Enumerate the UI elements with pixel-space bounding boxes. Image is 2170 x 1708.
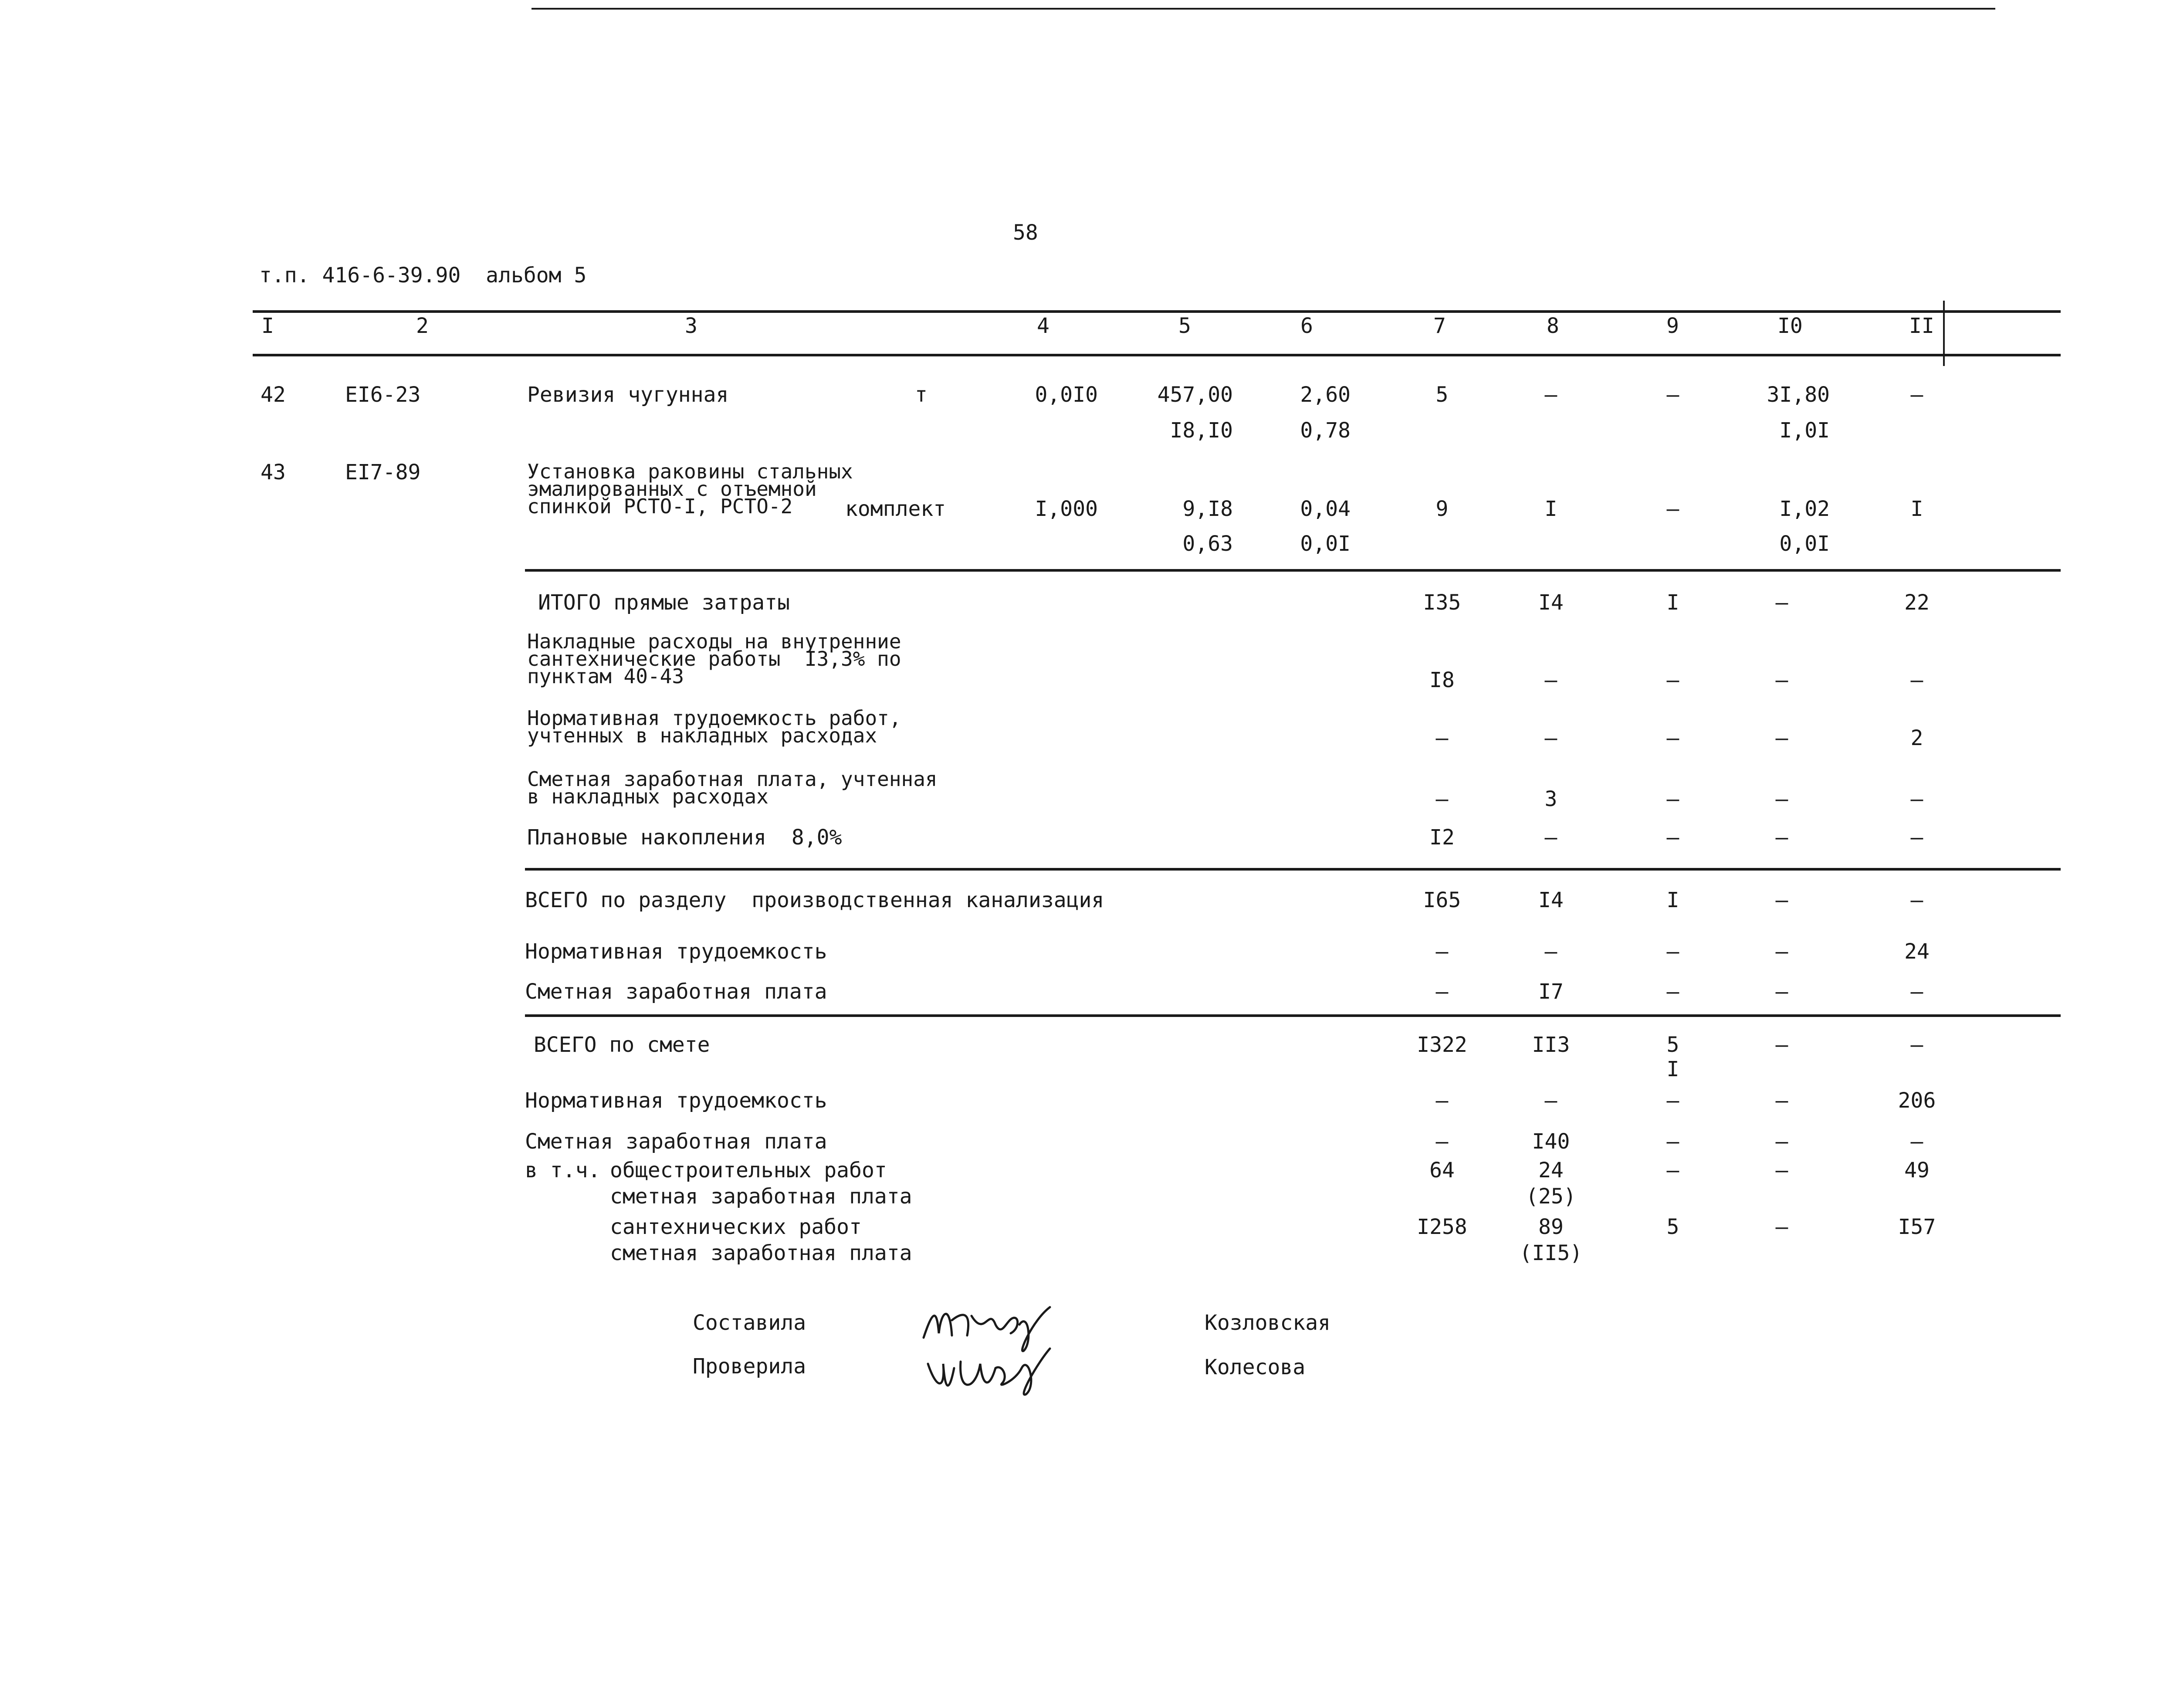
grand-wage-col9: – (1666, 1129, 1679, 1154)
summary-col7: I8 (1429, 668, 1455, 692)
grand-san-col8: 89 (1538, 1215, 1564, 1239)
compiled-by-label: Составила (693, 1311, 806, 1335)
checked-by-name: Колесова (1205, 1355, 1306, 1379)
section-total-label: ВСЕГО по разделу производственная канализация (525, 888, 1104, 912)
row-col6-sub: 0,0I (1300, 532, 1351, 556)
page-number: 58 (1013, 220, 1038, 245)
grand-total-col9: 5 (1666, 1033, 1679, 1057)
summary-col11: 2 (1910, 726, 1923, 750)
grand-norm-col11: 206 (1898, 1088, 1936, 1113)
grand-total-col8: II3 (1532, 1033, 1570, 1057)
col-header: 9 (1666, 314, 1679, 338)
summary-col9: I (1666, 590, 1679, 615)
grand-wage-col11: – (1910, 1129, 1923, 1154)
checked-by-label: Проверила (693, 1354, 806, 1379)
summary-col9: – (1666, 787, 1679, 811)
summary-col9: – (1666, 668, 1679, 692)
summary-col8: – (1544, 825, 1557, 850)
summary-label: Нормативная трудоемкость работ, (527, 706, 901, 730)
summary-label: Накладные расходы на внутренние (527, 630, 901, 653)
col-header: I0 (1777, 314, 1803, 338)
row-qty: I,000 (1035, 497, 1098, 521)
summary-col9: – (1666, 726, 1679, 750)
section-total-col10: – (1775, 939, 1788, 964)
grand-total-label: ВСЕГО по смете (534, 1033, 710, 1057)
row-col10-sub: I,0I (1779, 418, 1830, 443)
row-col8: – (1544, 383, 1557, 407)
header-right-divider (1943, 301, 1945, 366)
row-col5: 9,I8 (1182, 497, 1233, 521)
summary-col10: – (1775, 787, 1788, 811)
row-col8: I (1544, 497, 1557, 521)
row-name: эмалированных с отъемной (527, 477, 817, 501)
col-header: 8 (1547, 314, 1559, 338)
row-unit: т (915, 383, 928, 407)
row-col10: I,02 (1779, 497, 1830, 521)
grand-gen-col9: – (1666, 1158, 1679, 1183)
grand-total-col10: – (1775, 1033, 1788, 1057)
row-unit: комплект (845, 497, 946, 521)
row-number: 43 (261, 460, 286, 485)
section-total-col8: I7 (1538, 979, 1564, 1004)
summary-label: учтенных в накладных расходах (527, 724, 877, 747)
summary-label: сантехнические работы I3,3% по (527, 647, 901, 671)
grand-total-col9-sub: I (1666, 1057, 1679, 1081)
summary-col7: – (1435, 726, 1449, 750)
grand-norm-col8: – (1544, 1088, 1557, 1113)
row-col10-sub: 0,0I (1779, 532, 1830, 556)
grand-gen-col7: 64 (1429, 1158, 1455, 1183)
top-rule (531, 8, 1995, 10)
col-header: 4 (1037, 314, 1049, 338)
col-header: 7 (1433, 314, 1446, 338)
section-total-col7: – (1435, 979, 1449, 1004)
grand-san-label: сантехнических работ (610, 1215, 862, 1239)
row-number: 42 (261, 383, 286, 407)
summary-label: Плановые накопления 8,0% (527, 825, 842, 850)
row-col6: 2,60 (1300, 383, 1351, 407)
grand-san-col9: 5 (1666, 1215, 1679, 1239)
section-rule (525, 1014, 2061, 1017)
section-total-col11: – (1910, 888, 1923, 912)
grand-total-col7: I322 (1417, 1033, 1467, 1057)
row-qty: 0,0I0 (1035, 383, 1098, 407)
section-total-label: Сметная заработная плата (525, 979, 827, 1004)
summary-col10: – (1775, 825, 1788, 850)
grand-gen-col11: 49 (1904, 1158, 1930, 1183)
header-top-rule (253, 310, 2061, 313)
grand-gen-label: общестроительных работ (610, 1158, 887, 1183)
row-code: EI6-23 (345, 383, 421, 407)
section-rule (525, 569, 2061, 572)
grand-wage-col8: I40 (1532, 1129, 1570, 1154)
section-rule (525, 868, 2061, 871)
row-code: EI7-89 (345, 460, 421, 485)
summary-col10: – (1775, 668, 1788, 692)
row-col10: 3I,80 (1767, 383, 1830, 407)
summary-col10: – (1775, 726, 1788, 750)
grand-san-col7: I258 (1417, 1215, 1467, 1239)
summary-col11: – (1910, 825, 1923, 850)
grand-san-wage-label: сметная заработная плата (610, 1241, 912, 1265)
grand-gen-col8: 24 (1538, 1158, 1564, 1183)
col-header: I (261, 314, 274, 338)
section-total-col10: – (1775, 979, 1788, 1004)
grand-gen-wage-label: сметная заработная плата (610, 1184, 912, 1209)
summary-col7: I35 (1423, 590, 1461, 615)
grand-total-col11: – (1910, 1033, 1923, 1057)
grand-san-col10: – (1775, 1215, 1788, 1239)
summary-label: Сметная заработная плата, учтенная (527, 767, 938, 791)
summary-col11: 22 (1904, 590, 1930, 615)
row-name: спинкой РСТО-I, РСТО-2 (527, 495, 793, 518)
handwritten-signature (919, 1338, 1059, 1399)
row-col11: – (1910, 383, 1923, 407)
summary-col8: I4 (1538, 590, 1564, 615)
grand-norm-col10: – (1775, 1088, 1788, 1113)
summary-label: ИТОГО прямые затраты (538, 590, 790, 615)
row-col6: 0,04 (1300, 497, 1351, 521)
section-total-col10: – (1775, 888, 1788, 912)
summary-col7: – (1435, 787, 1449, 811)
col-header: 6 (1300, 314, 1313, 338)
col-header: 5 (1178, 314, 1191, 338)
summary-label: пунктам 40-43 (527, 664, 684, 688)
summary-col9: – (1666, 825, 1679, 850)
summary-col8: – (1544, 726, 1557, 750)
section-total-col8: – (1544, 939, 1557, 964)
summary-col7: I2 (1429, 825, 1455, 850)
section-total-col9: I (1666, 888, 1679, 912)
grand-incl-label: в т.ч. (525, 1158, 601, 1183)
summary-col8: 3 (1544, 787, 1557, 811)
summary-col11: – (1910, 668, 1923, 692)
row-col5-sub: 0,63 (1182, 532, 1233, 556)
row-col9: – (1666, 383, 1679, 407)
section-total-col9: – (1666, 979, 1679, 1004)
grand-san-wage-col8: (II5) (1519, 1241, 1583, 1265)
grand-wage-label: Сметная заработная плата (525, 1129, 827, 1154)
section-total-col8: I4 (1538, 888, 1564, 912)
row-col7: 9 (1435, 497, 1449, 521)
col-header: II (1909, 314, 1934, 338)
grand-san-col11: I57 (1898, 1215, 1936, 1239)
row-col9: – (1666, 497, 1679, 521)
grand-gen-col10: – (1775, 1158, 1788, 1183)
grand-norm-col7: – (1435, 1088, 1449, 1113)
section-total-col7: I65 (1423, 888, 1461, 912)
grand-gen-wage-col8: (25) (1526, 1184, 1576, 1209)
row-col6-sub: 0,78 (1300, 418, 1351, 443)
row-col5-sub: I8,I0 (1170, 418, 1233, 443)
grand-norm-col9: – (1666, 1088, 1679, 1113)
row-col7: 5 (1435, 383, 1449, 407)
row-col11: I (1910, 497, 1923, 521)
header-bottom-rule (253, 354, 2061, 356)
section-total-col9: – (1666, 939, 1679, 964)
row-name: Ревизия чугунная (527, 383, 729, 407)
col-header: 2 (416, 314, 429, 338)
section-total-col7: – (1435, 939, 1449, 964)
summary-col10: – (1775, 590, 1788, 615)
section-total-col11: – (1910, 979, 1923, 1004)
summary-col11: – (1910, 787, 1923, 811)
summary-col8: – (1544, 668, 1557, 692)
summary-label: в накладных расходах (527, 785, 768, 808)
compiled-by-name: Козловская (1205, 1311, 1330, 1335)
section-total-label: Нормативная трудоемкость (525, 939, 827, 964)
row-col5: 457,00 (1157, 383, 1233, 407)
col-header: 3 (685, 314, 697, 338)
section-total-col11: 24 (1904, 939, 1930, 964)
grand-norm-label: Нормативная трудоемкость (525, 1088, 827, 1113)
grand-wage-col10: – (1775, 1129, 1788, 1154)
grand-wage-col7: – (1435, 1129, 1449, 1154)
document-reference: т.п. 416-6-39.90 альбом 5 (259, 263, 587, 288)
row-name: Установка раковины стальных (527, 460, 853, 483)
